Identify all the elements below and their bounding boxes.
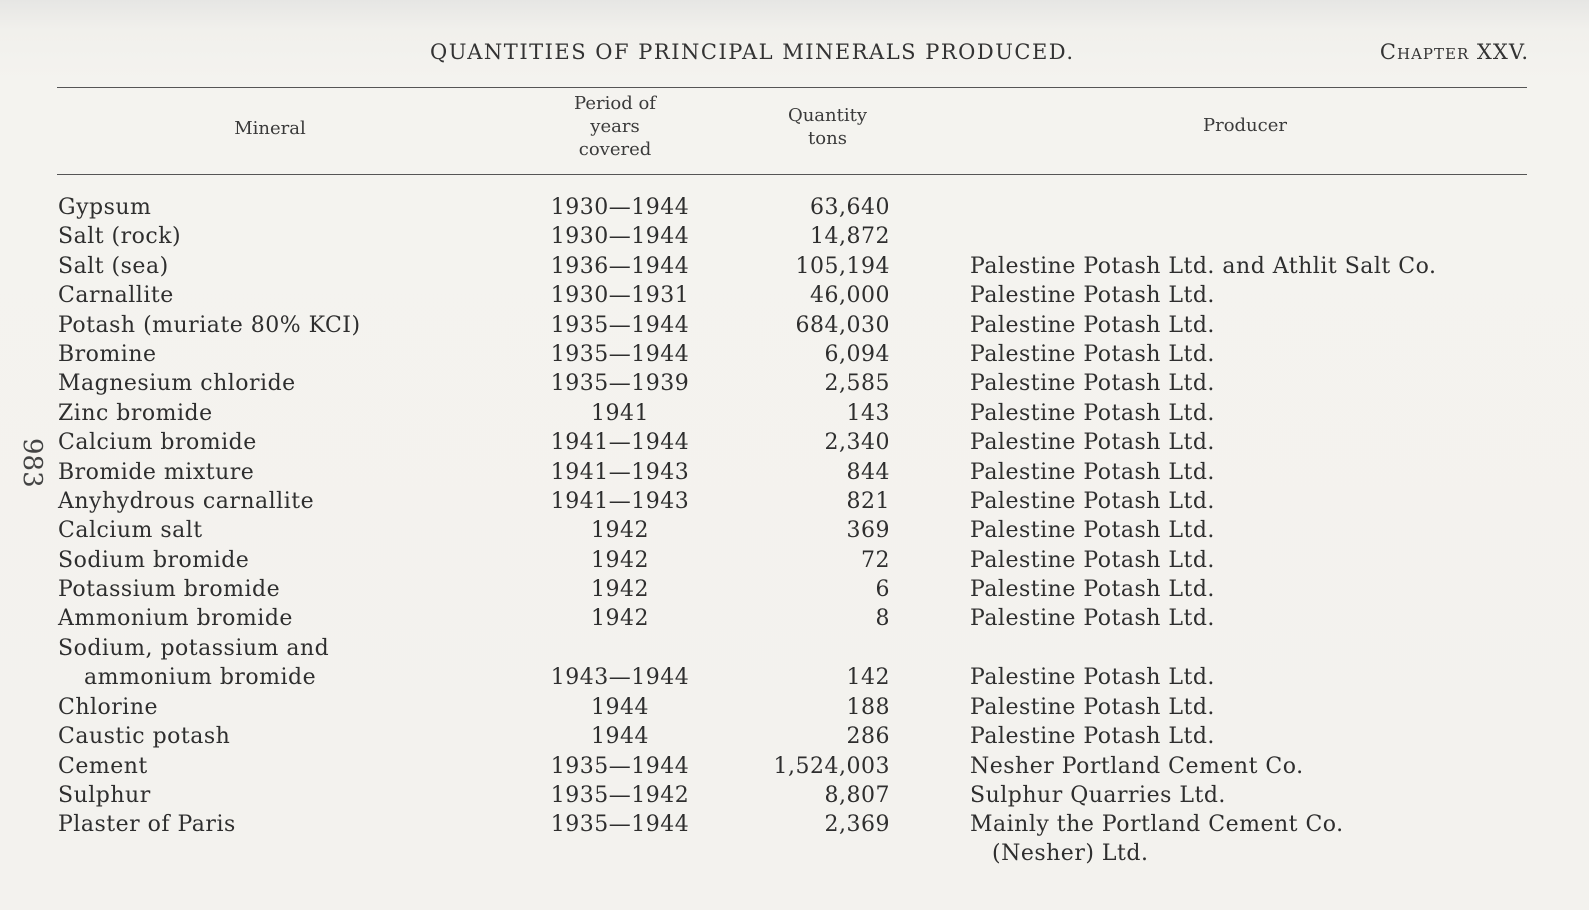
table-row (0, 722, 1589, 751)
producer-cell: Palestine Potash Ltd. (970, 371, 1215, 397)
producer-cell: Palestine Potash Ltd. (970, 547, 1215, 573)
mineral-cell: Zinc bromide (58, 400, 213, 426)
mineral-cell: Sodium bromide (58, 547, 250, 573)
mineral-cell: Salt (sea) (58, 253, 169, 279)
table-row (0, 781, 1589, 810)
period-cell: 1930—1944 (550, 195, 690, 220)
producer-cell: Sulphur Quarries Ltd. (970, 783, 1226, 809)
column-header-producer (1170, 114, 1320, 137)
producer-cell: Palestine Potash Ltd. (970, 577, 1215, 603)
table-row (0, 281, 1589, 310)
table-row (0, 634, 1589, 693)
producer-cell: Palestine Potash Ltd. (970, 400, 1215, 426)
period-cell: 1942 (591, 547, 649, 573)
mineral-cell: Sulphur (58, 783, 151, 809)
mineral-cell: Calcium bromide (58, 430, 257, 456)
table-row (0, 222, 1589, 251)
quantity-cell: 46,000 (810, 283, 890, 309)
table-row (0, 752, 1589, 781)
producer-cell: Palestine Potash Ltd. (970, 341, 1215, 367)
table-row (0, 252, 1589, 281)
chapter-label: Chapter XXV. (1379, 40, 1529, 64)
period-cell: 1943—1944 (550, 664, 690, 690)
table-row (0, 428, 1589, 457)
table-row (0, 340, 1589, 369)
table-row (0, 369, 1589, 398)
producer-cell: Palestine Potash Ltd. (970, 664, 1215, 690)
period-cell: 1941—1943 (550, 459, 690, 485)
table-row (0, 487, 1589, 516)
mineral-cell: Bromine (58, 341, 157, 367)
period-cell: 1935—1944 (550, 753, 690, 779)
mineral-cell: Potash (muriate 80% KCI) (58, 312, 361, 338)
quantity-cell: 143 (846, 400, 890, 426)
mineral-cell: Salt (rock) (58, 224, 182, 250)
column-header-quantity-line1: Quantity (787, 105, 868, 126)
period-cell: 1941—1944 (550, 430, 690, 456)
column-header-mineral (180, 117, 360, 140)
column-header-period (550, 92, 680, 161)
column-header-quantity-line2: tons (808, 128, 847, 149)
mineral-cell: Caustic potash (58, 724, 231, 750)
mineral-cell: Carnallite (58, 283, 174, 309)
period-cell: 1935—1944 (550, 312, 690, 338)
period-cell: 1942 (591, 606, 649, 632)
column-header-mineral-label: Mineral (234, 118, 306, 139)
period-cell: 1935—1944 (550, 812, 690, 838)
producer-cell: Palestine Potash Ltd. (970, 724, 1215, 750)
quantity-cell: 369 (846, 518, 890, 544)
quantity-cell: 821 (846, 488, 890, 514)
mineral-cell: Bromide mixture (58, 459, 255, 485)
period-cell: 1930—1931 (550, 283, 690, 309)
table-row (0, 516, 1589, 545)
table-row (0, 546, 1589, 575)
quantity-cell: 2,585 (824, 371, 890, 397)
quantity-cell: 63,640 (810, 195, 890, 220)
column-header-producer-label: Producer (1202, 115, 1287, 136)
producer-cell: Palestine Potash Ltd. (970, 606, 1215, 632)
mineral-cell: Plaster of Paris (58, 812, 236, 838)
mineral-table-body (0, 193, 1589, 867)
page-title: QUANTITIES OF PRINCIPAL MINERALS PRODUCED. (430, 40, 1075, 64)
producer-cell-line2: (Nesher) Ltd. (992, 841, 1149, 867)
producer-cell: Palestine Potash Ltd. (970, 459, 1215, 485)
column-header-quantity (770, 104, 885, 150)
column-header-period-line3: covered (578, 139, 652, 160)
quantity-cell: 8,807 (824, 783, 890, 809)
period-cell: 1944 (591, 724, 649, 750)
mineral-cell-line1: Sodium, potassium and (58, 635, 330, 661)
mineral-cell: Ammonium bromide (58, 606, 293, 632)
table-row (0, 458, 1589, 487)
producer-cell: Palestine Potash Ltd. and Athlit Salt Co. (970, 253, 1437, 279)
quantity-cell: 188 (846, 694, 890, 720)
period-cell: 1942 (591, 577, 649, 603)
table-row (0, 311, 1589, 340)
header-rule (57, 174, 1527, 175)
period-cell: 1941—1943 (550, 488, 690, 514)
column-header-period-line2: years (590, 116, 640, 137)
column-header-period-line1: Period of (574, 93, 656, 114)
quantity-cell: 142 (846, 664, 890, 690)
quantity-cell: 6 (875, 577, 890, 603)
quantity-cell: 14,872 (810, 224, 890, 250)
period-cell: 1944 (591, 694, 649, 720)
period-cell: 1942 (591, 518, 649, 544)
producer-cell: Palestine Potash Ltd. (970, 488, 1215, 514)
period-cell: 1935—1942 (550, 783, 690, 809)
quantity-cell: 8 (875, 606, 890, 632)
mineral-cell: Cement (58, 753, 148, 779)
quantity-cell: 105,194 (795, 253, 890, 279)
producer-cell: Palestine Potash Ltd. (970, 694, 1215, 720)
table-row (0, 810, 1589, 867)
mineral-cell: Magnesium chloride (58, 371, 296, 397)
quantity-cell: 72 (861, 547, 890, 573)
mineral-cell: Gypsum (58, 195, 152, 220)
table-row (0, 575, 1589, 604)
producer-cell: Palestine Potash Ltd. (970, 283, 1215, 309)
producer-cell-line1: Mainly the Portland Cement Co. (970, 812, 1344, 838)
mineral-cell: Calcium salt (58, 518, 203, 544)
producer-cell: Palestine Potash Ltd. (970, 518, 1215, 544)
mineral-cell: Chlorine (58, 694, 159, 720)
table-row (0, 693, 1589, 722)
top-rule (57, 87, 1527, 88)
quantity-cell: 2,369 (824, 812, 890, 838)
quantity-cell: 684,030 (795, 312, 890, 338)
period-cell: 1941 (591, 400, 649, 426)
quantity-cell: 844 (846, 459, 890, 485)
table-row (0, 604, 1589, 633)
producer-cell (970, 810, 1344, 868)
quantity-cell: 2,340 (824, 430, 890, 456)
producer-cell: Nesher Portland Cement Co. (970, 753, 1304, 779)
page-number: 983 (17, 438, 47, 488)
period-cell: 1935—1939 (550, 371, 690, 397)
quantity-cell: 286 (846, 724, 890, 750)
mineral-cell: Anyhydrous carnallite (58, 488, 315, 514)
mineral-cell-line2: ammonium bromide (84, 664, 317, 690)
period-cell: 1935—1944 (550, 341, 690, 367)
table-row (0, 193, 1589, 222)
table-row (0, 399, 1589, 428)
producer-cell: Palestine Potash Ltd. (970, 312, 1215, 338)
period-cell: 1930—1944 (550, 224, 690, 250)
quantity-cell: 6,094 (824, 341, 890, 367)
quantity-cell: 1,524,003 (773, 753, 890, 779)
period-cell: 1936—1944 (550, 253, 690, 279)
mineral-cell: Potassium bromide (58, 577, 281, 603)
producer-cell: Palestine Potash Ltd. (970, 430, 1215, 456)
mineral-cell (58, 634, 329, 692)
